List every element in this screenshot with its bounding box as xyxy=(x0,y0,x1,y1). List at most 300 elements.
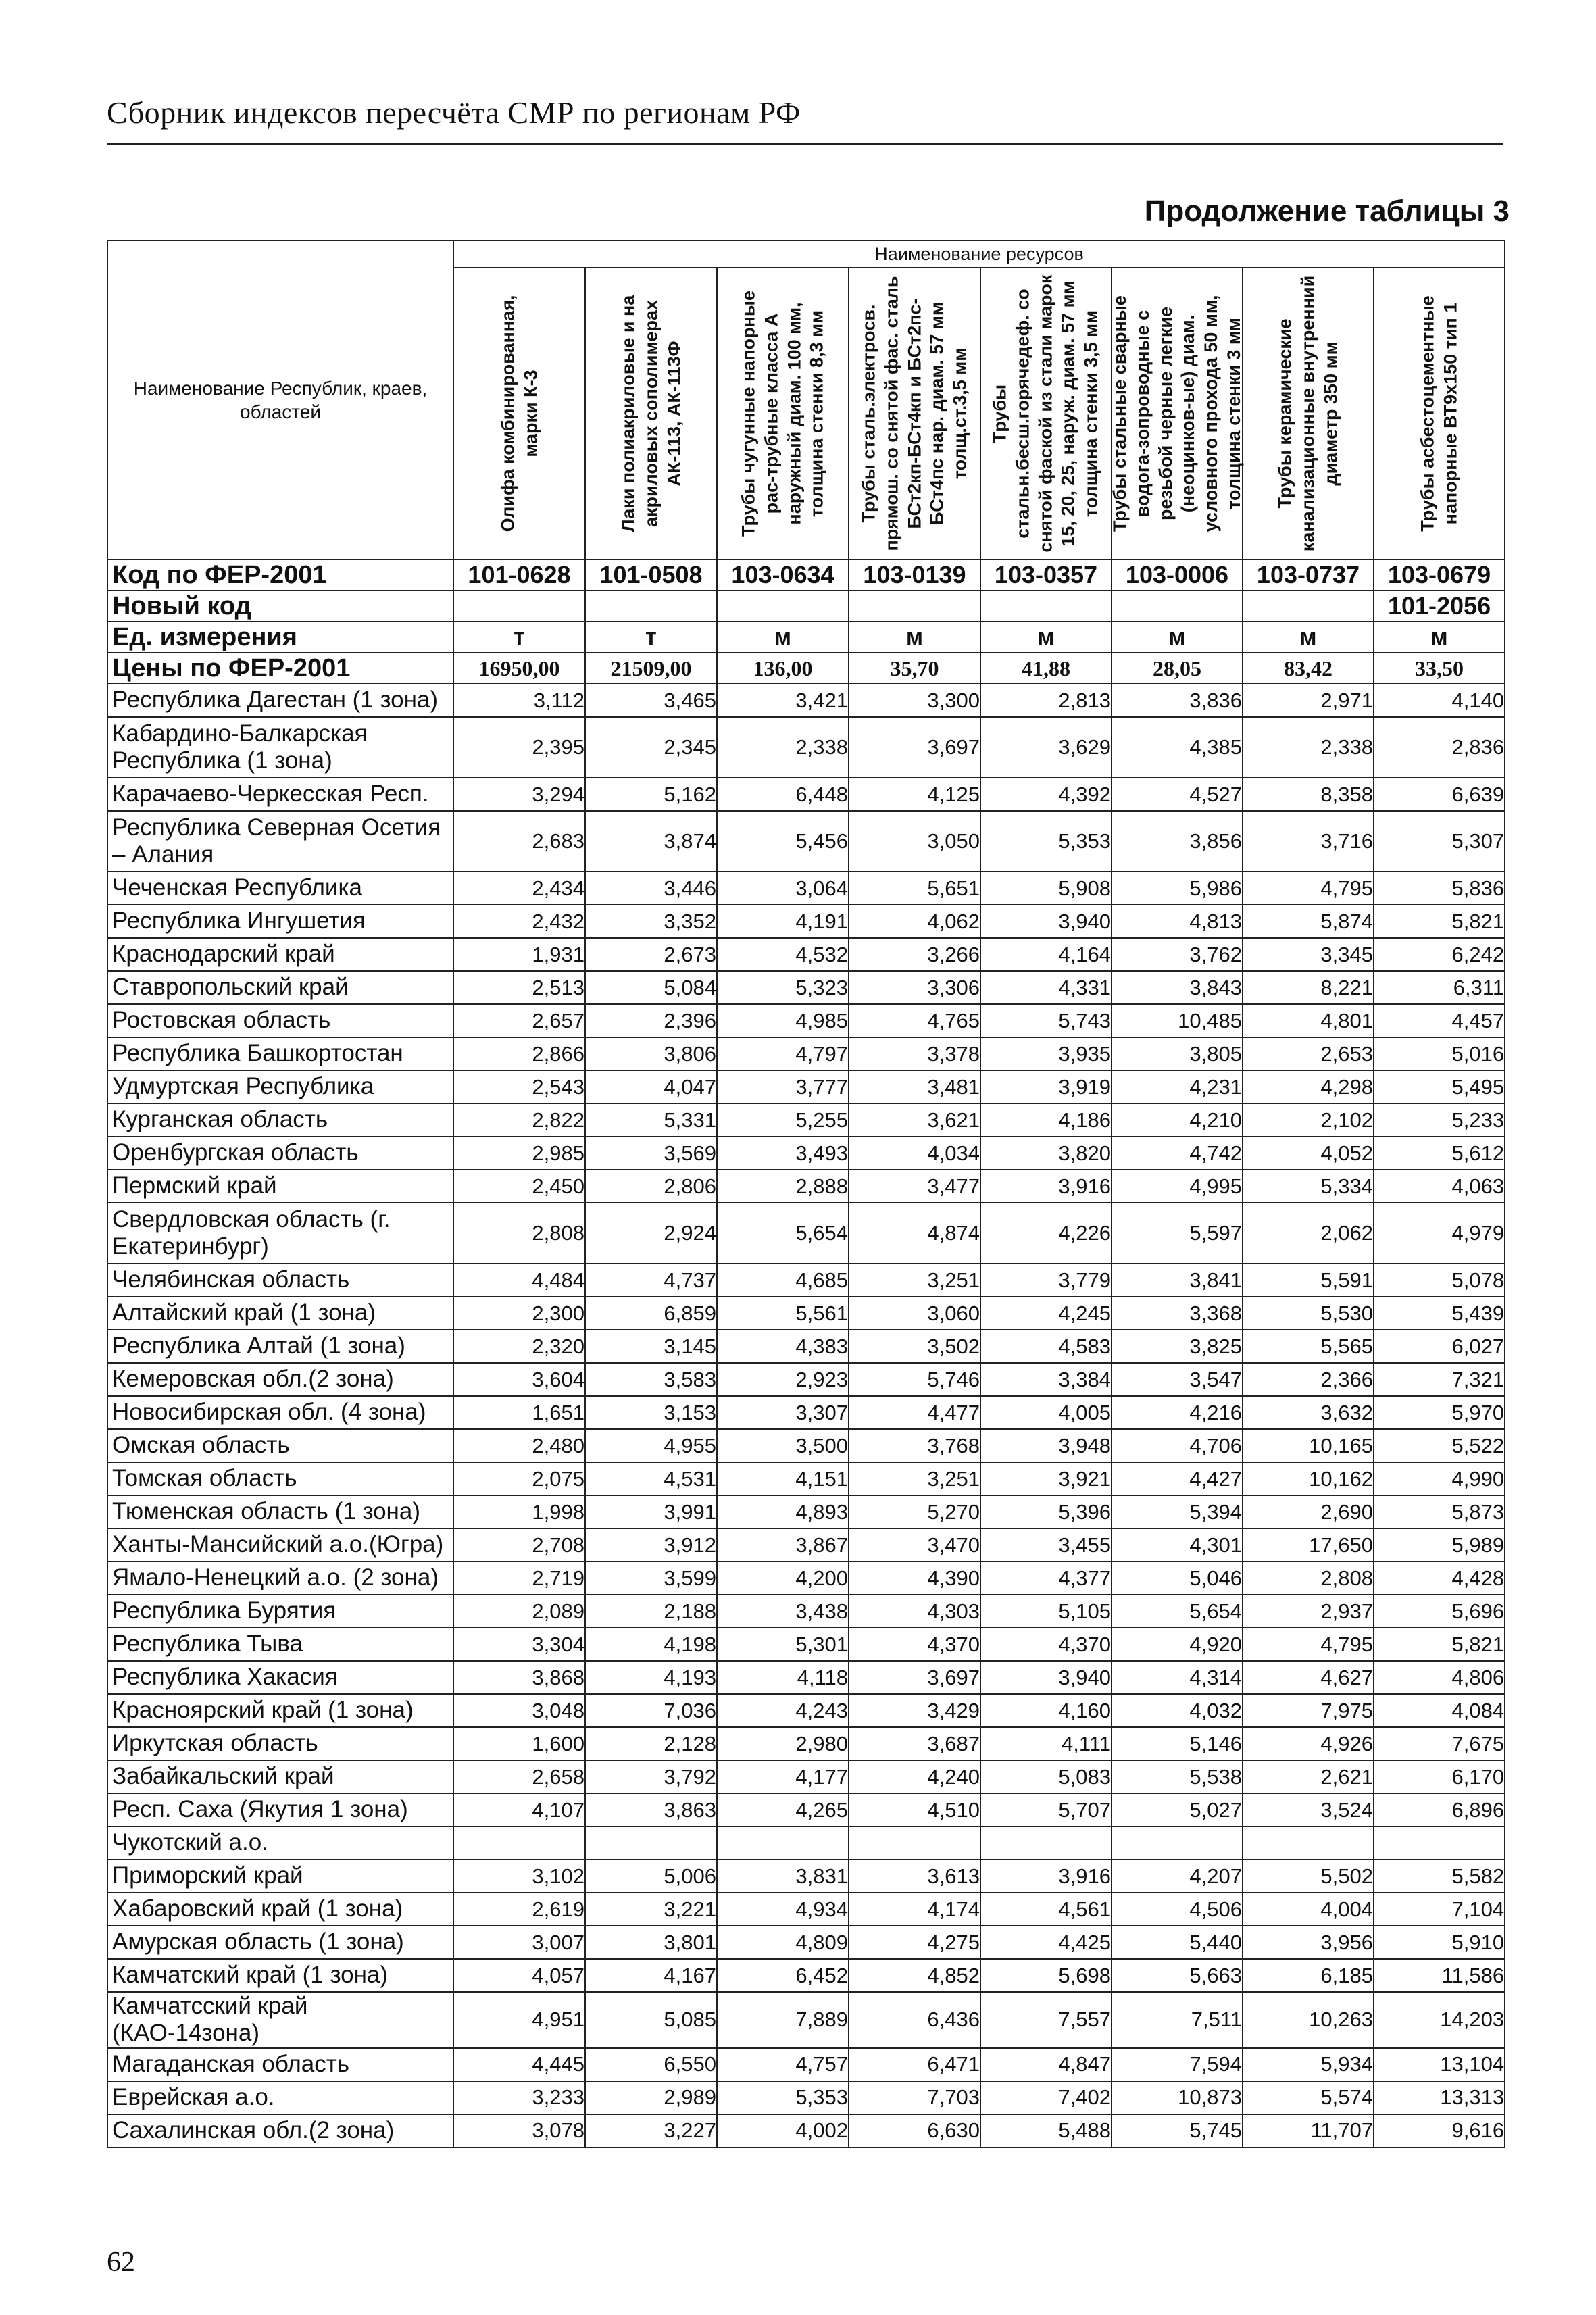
table-row xyxy=(107,1528,1505,1562)
index-value-cell: 5,301 xyxy=(717,1628,849,1661)
index-value-cell: 5,821 xyxy=(1374,1628,1505,1661)
region-name: Оренбургская область xyxy=(107,1137,453,1170)
index-value-cell: 2,989 xyxy=(585,2081,717,2114)
index-value-cell: 4,985 xyxy=(717,1004,849,1037)
region-name: Республика Ингушетия xyxy=(107,905,453,938)
index-value-cell: 2,432 xyxy=(453,905,585,938)
index-value-cell: 7,557 xyxy=(980,1992,1112,2048)
index-value-cell: 2,971 xyxy=(1243,684,1374,717)
index-value-cell: 5,146 xyxy=(1112,1727,1243,1760)
resource-header-cell xyxy=(980,268,1112,559)
index-value-cell: 4,926 xyxy=(1243,1727,1374,1760)
resource-code-cell: 101-0628 xyxy=(453,559,585,591)
index-value-cell: 3,583 xyxy=(585,1363,717,1396)
region-name: Респ. Саха (Якутия 1 зона) xyxy=(107,1793,453,1826)
index-value-cell: 4,706 xyxy=(1112,1429,1243,1462)
table-row xyxy=(107,1926,1505,1959)
index-value-cell: 2,102 xyxy=(1243,1103,1374,1137)
table-continuation-title: Продолжение таблицы 3 xyxy=(1144,195,1510,228)
index-value-cell: 3,874 xyxy=(585,811,717,872)
index-value-cell: 4,428 xyxy=(1374,1562,1505,1595)
index-value-cell: 5,488 xyxy=(980,2114,1112,2147)
index-value-cell: 4,561 xyxy=(980,1893,1112,1926)
index-value-cell: 3,629 xyxy=(980,717,1112,778)
index-value-cell: 5,597 xyxy=(1112,1203,1243,1264)
region-name: Свердловская область (г. Екатеринбург) xyxy=(107,1203,453,1264)
index-value-cell: 6,550 xyxy=(585,2048,717,2081)
region-name: Приморский край xyxy=(107,1860,453,1893)
page-number: 62 xyxy=(107,2247,135,2278)
region-name: Сахалинская обл.(2 зона) xyxy=(107,2114,453,2147)
index-value-cell: 3,481 xyxy=(849,1070,980,1103)
index-value-cell xyxy=(1374,1826,1505,1860)
index-value-cell: 3,956 xyxy=(1243,1926,1374,1959)
index-value-cell: 4,934 xyxy=(717,1893,849,1926)
index-value-cell: 2,888 xyxy=(717,1170,849,1203)
table-row xyxy=(107,2048,1505,2081)
index-value-cell: 4,231 xyxy=(1112,1070,1243,1103)
resource-header-label: Трубы чугунные напорные рас-трубные класса А наружный диам. 100 мм, толщина стенки 8,3 мм xyxy=(738,291,827,537)
table-row xyxy=(107,1694,1505,1727)
index-value-cell: 10,165 xyxy=(1243,1429,1374,1462)
index-value-cell: 4,583 xyxy=(980,1330,1112,1363)
resource-header-label: Лаки полиакриловые и на акриловых сополимерах АК-113, АК-113Ф xyxy=(617,295,684,532)
index-value-cell: 2,657 xyxy=(453,1004,585,1037)
index-value-cell: 4,385 xyxy=(1112,717,1243,778)
index-value-cell: 2,806 xyxy=(585,1170,717,1203)
price-cell: 41,88 xyxy=(980,653,1112,684)
index-value-cell: 4,107 xyxy=(453,1793,585,1826)
table-row xyxy=(107,938,1505,971)
index-value-cell: 1,998 xyxy=(453,1495,585,1528)
index-value-cell: 4,240 xyxy=(849,1760,980,1793)
index-value-cell: 4,801 xyxy=(1243,1004,1374,1037)
index-value-cell: 3,345 xyxy=(1243,938,1374,971)
region-name: Республика Северная Осетия – Алания xyxy=(107,811,453,872)
table-row xyxy=(107,1264,1505,1297)
index-value-cell: 4,084 xyxy=(1374,1694,1505,1727)
index-value-cell: 3,801 xyxy=(585,1926,717,1959)
index-value-cell: 3,050 xyxy=(849,811,980,872)
resource-code-cell: 103-0357 xyxy=(980,559,1112,591)
index-value-cell: 5,538 xyxy=(1112,1760,1243,1793)
index-value-cell: 10,162 xyxy=(1243,1462,1374,1495)
table-row xyxy=(107,971,1505,1004)
region-name: Кабардино-Балкарская Республика (1 зона) xyxy=(107,717,453,778)
index-value-cell: 4,990 xyxy=(1374,1462,1505,1495)
index-value-cell: 4,301 xyxy=(1112,1528,1243,1562)
index-value-cell: 5,046 xyxy=(1112,1562,1243,1595)
region-name: Республика Бурятия xyxy=(107,1595,453,1628)
index-value-cell: 4,140 xyxy=(1374,684,1505,717)
index-value-cell: 4,207 xyxy=(1112,1860,1243,1893)
index-value-cell: 2,822 xyxy=(453,1103,585,1137)
region-name: Кемеровская обл.(2 зона) xyxy=(107,1363,453,1396)
index-value-cell: 4,032 xyxy=(1112,1694,1243,1727)
index-value-cell: 4,427 xyxy=(1112,1462,1243,1495)
index-value-cell: 3,477 xyxy=(849,1170,980,1203)
index-value-cell: 2,395 xyxy=(453,717,585,778)
resource-code-cell: 103-0679 xyxy=(1374,559,1505,591)
index-value-cell: 2,480 xyxy=(453,1429,585,1462)
index-value-cell: 5,970 xyxy=(1374,1396,1505,1429)
index-value-cell: 4,004 xyxy=(1243,1893,1374,1926)
resource-header-label: Трубы керамические канализационные внутренний диаметр 350 мм xyxy=(1274,275,1341,552)
index-value-cell: 3,716 xyxy=(1243,811,1374,872)
index-value-cell: 4,298 xyxy=(1243,1070,1374,1103)
index-value-cell: 4,186 xyxy=(980,1103,1112,1137)
index-value-cell: 4,052 xyxy=(1243,1137,1374,1170)
resource-header-cell xyxy=(585,268,717,559)
unit-cell: т xyxy=(453,622,585,653)
index-value-cell: 5,083 xyxy=(980,1760,1112,1793)
table-row xyxy=(107,1429,1505,1462)
index-value-cell: 3,762 xyxy=(1112,938,1243,971)
region-name: Чеченская Республика xyxy=(107,872,453,905)
table-row xyxy=(107,1893,1505,1926)
index-value-cell: 5,084 xyxy=(585,971,717,1004)
table-row xyxy=(107,1297,1505,1330)
index-value-cell: 3,470 xyxy=(849,1528,980,1562)
index-value-cell: 3,547 xyxy=(1112,1363,1243,1396)
table-row xyxy=(107,1170,1505,1203)
index-value-cell: 3,465 xyxy=(585,684,717,717)
region-name: Республика Башкортостан xyxy=(107,1037,453,1070)
index-value-cell: 5,270 xyxy=(849,1495,980,1528)
index-value-cell: 3,621 xyxy=(849,1103,980,1137)
resource-header-cell xyxy=(1374,268,1505,559)
index-value-cell: 5,530 xyxy=(1243,1297,1374,1330)
index-value-cell: 3,153 xyxy=(585,1396,717,1429)
region-name: Амурская область (1 зона) xyxy=(107,1926,453,1959)
index-value-cell: 4,806 xyxy=(1374,1661,1505,1694)
index-value-cell: 3,502 xyxy=(849,1330,980,1363)
index-value-cell: 3,306 xyxy=(849,971,980,1004)
index-value-cell: 3,078 xyxy=(453,2114,585,2147)
index-value-cell: 5,394 xyxy=(1112,1495,1243,1528)
index-value-cell: 6,185 xyxy=(1243,1959,1374,1992)
index-value-cell: 5,334 xyxy=(1243,1170,1374,1203)
table-row xyxy=(107,1760,1505,1793)
index-value-cell: 8,358 xyxy=(1243,778,1374,811)
index-value-cell: 7,675 xyxy=(1374,1727,1505,1760)
table-row xyxy=(107,1727,1505,1760)
index-value-cell: 3,251 xyxy=(849,1462,980,1495)
index-value-cell: 3,438 xyxy=(717,1595,849,1628)
index-value-cell: 5,821 xyxy=(1374,905,1505,938)
index-value-cell: 7,104 xyxy=(1374,1893,1505,1926)
index-value-cell xyxy=(849,1826,980,1860)
index-value-cell: 5,986 xyxy=(1112,872,1243,905)
price-cell: 21509,00 xyxy=(585,653,717,684)
index-value-cell: 3,919 xyxy=(980,1070,1112,1103)
index-value-cell: 5,612 xyxy=(1374,1137,1505,1170)
index-value-cell: 3,940 xyxy=(980,905,1112,938)
resource-code-cell: 103-0139 xyxy=(849,559,980,591)
region-name: Чукотский а.о. xyxy=(107,1826,453,1860)
index-value-cell: 6,027 xyxy=(1374,1330,1505,1363)
index-value-cell: 5,323 xyxy=(717,971,849,1004)
index-value-cell: 4,979 xyxy=(1374,1203,1505,1264)
index-value-cell: 2,937 xyxy=(1243,1595,1374,1628)
index-value-cell: 3,805 xyxy=(1112,1037,1243,1070)
unit-cell: м xyxy=(1112,622,1243,653)
index-value-cell: 4,852 xyxy=(849,1959,980,1992)
index-value-cell: 5,353 xyxy=(717,2081,849,2114)
price-cell: 33,50 xyxy=(1374,653,1505,684)
index-value-cell: 3,868 xyxy=(453,1661,585,1694)
index-value-cell: 4,167 xyxy=(585,1959,717,1992)
table-row xyxy=(107,684,1505,717)
index-value-cell: 4,198 xyxy=(585,1628,717,1661)
index-value-cell: 3,368 xyxy=(1112,1297,1243,1330)
index-value-cell: 3,446 xyxy=(585,872,717,905)
index-value-cell: 4,160 xyxy=(980,1694,1112,1727)
index-value-cell: 3,266 xyxy=(849,938,980,971)
index-value-cell: 4,034 xyxy=(849,1137,980,1170)
index-value-cell: 4,002 xyxy=(717,2114,849,2147)
index-value-cell: 6,630 xyxy=(849,2114,980,2147)
index-value-cell: 6,859 xyxy=(585,1297,717,1330)
region-name: Магаданская область xyxy=(107,2048,453,2081)
index-value-cell xyxy=(1243,1826,1374,1860)
index-value-cell: 2,673 xyxy=(585,938,717,971)
new-code-cell xyxy=(453,591,585,622)
price-cell: 83,42 xyxy=(1243,653,1374,684)
index-value-cell: 4,531 xyxy=(585,1462,717,1495)
index-value-cell: 3,221 xyxy=(585,1893,717,1926)
region-name: Ямало-Ненецкий а.о. (2 зона) xyxy=(107,1562,453,1595)
index-value-cell: 4,057 xyxy=(453,1959,585,1992)
index-value-cell: 3,991 xyxy=(585,1495,717,1528)
index-value-cell: 7,511 xyxy=(1112,1992,1243,2048)
index-value-cell: 3,687 xyxy=(849,1727,980,1760)
index-value-cell: 5,233 xyxy=(1374,1103,1505,1137)
region-name: Хабаровский край (1 зона) xyxy=(107,1893,453,1926)
index-value-cell: 5,502 xyxy=(1243,1860,1374,1893)
index-value-cell: 3,227 xyxy=(585,2114,717,2147)
index-value-cell: 3,777 xyxy=(717,1070,849,1103)
index-value-cell: 13,313 xyxy=(1374,2081,1505,2114)
index-value-cell: 6,471 xyxy=(849,2048,980,2081)
index-value-cell: 2,320 xyxy=(453,1330,585,1363)
index-value-cell: 4,390 xyxy=(849,1562,980,1595)
index-value-cell: 3,524 xyxy=(1243,1793,1374,1826)
index-value-cell: 3,935 xyxy=(980,1037,1112,1070)
region-name: Ханты-Мансийский а.о.(Югра) xyxy=(107,1528,453,1562)
index-value-cell: 5,654 xyxy=(717,1203,849,1264)
index-value-cell: 4,063 xyxy=(1374,1170,1505,1203)
price-cell: 28,05 xyxy=(1112,653,1243,684)
index-value-cell: 2,808 xyxy=(453,1203,585,1264)
region-name: Карачаево-Черкесская Респ. xyxy=(107,778,453,811)
region-name: Еврейская а.о. xyxy=(107,2081,453,2114)
resource-header-cell xyxy=(1243,268,1374,559)
region-name: Республика Алтай (1 зона) xyxy=(107,1330,453,1363)
index-value-cell: 3,604 xyxy=(453,1363,585,1396)
index-value-cell: 5,663 xyxy=(1112,1959,1243,1992)
index-value-cell: 5,456 xyxy=(717,811,849,872)
index-value-cell: 2,683 xyxy=(453,811,585,872)
index-value-cell: 2,980 xyxy=(717,1727,849,1760)
index-value-cell: 5,696 xyxy=(1374,1595,1505,1628)
index-value-cell: 4,627 xyxy=(1243,1661,1374,1694)
index-value-cell: 2,813 xyxy=(980,684,1112,717)
index-value-cell: 5,743 xyxy=(980,1004,1112,1037)
index-value-cell: 4,177 xyxy=(717,1760,849,1793)
index-value-cell: 3,806 xyxy=(585,1037,717,1070)
index-value-cell: 3,007 xyxy=(453,1926,585,1959)
region-name: Камчатсский край (КАО-14зона) xyxy=(107,1992,453,2048)
index-value-cell: 5,105 xyxy=(980,1595,1112,1628)
region-name: Курганская область xyxy=(107,1103,453,1137)
unit-cell: м xyxy=(980,622,1112,653)
index-value-cell: 3,613 xyxy=(849,1860,980,1893)
index-value-cell: 5,746 xyxy=(849,1363,980,1396)
table-row xyxy=(107,1396,1505,1429)
table-row xyxy=(107,1103,1505,1137)
index-value-cell: 3,856 xyxy=(1112,811,1243,872)
resource-code-cell: 101-0508 xyxy=(585,559,717,591)
new-code-cell xyxy=(1243,591,1374,622)
index-value-cell: 5,085 xyxy=(585,1992,717,2048)
index-value-cell: 5,874 xyxy=(1243,905,1374,938)
index-value-cell: 6,448 xyxy=(717,778,849,811)
index-value-cell: 4,125 xyxy=(849,778,980,811)
index-value-cell: 4,765 xyxy=(849,1004,980,1037)
index-value-cell: 2,338 xyxy=(717,717,849,778)
index-value-cell: 2,345 xyxy=(585,717,717,778)
index-value-cell: 2,128 xyxy=(585,1727,717,1760)
price-cell: 136,00 xyxy=(717,653,849,684)
resource-code-cell: 103-0737 xyxy=(1243,559,1374,591)
region-name: Краснодарский край xyxy=(107,938,453,971)
index-value-cell: 7,402 xyxy=(980,2081,1112,2114)
index-value-cell: 3,064 xyxy=(717,872,849,905)
index-value-cell: 8,221 xyxy=(1243,971,1374,1004)
index-value-cell xyxy=(717,1826,849,1860)
index-value-cell: 4,383 xyxy=(717,1330,849,1363)
index-value-cell: 3,307 xyxy=(717,1396,849,1429)
index-value-cell: 4,809 xyxy=(717,1926,849,1959)
index-value-cell: 2,653 xyxy=(1243,1037,1374,1070)
region-name: Иркутская область xyxy=(107,1727,453,1760)
table-row xyxy=(107,2081,1505,2114)
resource-header-cell xyxy=(717,268,849,559)
index-value-cell: 1,600 xyxy=(453,1727,585,1760)
index-value-cell: 14,203 xyxy=(1374,1992,1505,2048)
region-name: Ставропольский край xyxy=(107,971,453,1004)
new-code-cell xyxy=(585,591,717,622)
index-value-cell: 6,896 xyxy=(1374,1793,1505,1826)
index-value-cell: 2,619 xyxy=(453,1893,585,1926)
index-value-cell: 4,226 xyxy=(980,1203,1112,1264)
index-value-cell: 4,265 xyxy=(717,1793,849,1826)
index-value-cell: 4,164 xyxy=(980,938,1112,971)
resource-header-cell xyxy=(453,268,585,559)
index-value-cell: 5,745 xyxy=(1112,2114,1243,2147)
index-value-cell: 2,188 xyxy=(585,1595,717,1628)
index-value-cell: 5,307 xyxy=(1374,811,1505,872)
index-value-cell: 5,162 xyxy=(585,778,717,811)
index-value-cell: 13,104 xyxy=(1374,2048,1505,2081)
index-value-cell: 3,836 xyxy=(1112,684,1243,717)
resource-header-label: Олифа комбинированная, марки К-3 xyxy=(497,295,541,532)
index-value-cell xyxy=(585,1826,717,1860)
index-value-cell: 5,873 xyxy=(1374,1495,1505,1528)
index-value-cell: 3,912 xyxy=(585,1528,717,1562)
index-value-cell: 6,452 xyxy=(717,1959,849,1992)
resource-header-cell xyxy=(849,268,980,559)
index-value-cell: 3,632 xyxy=(1243,1396,1374,1429)
unit-cell: м xyxy=(849,622,980,653)
resource-header-cell xyxy=(1109,268,1244,559)
index-value-cell: 2,808 xyxy=(1243,1562,1374,1595)
index-value-cell: 3,863 xyxy=(585,1793,717,1826)
index-value-cell: 4,243 xyxy=(717,1694,849,1727)
index-value-cell: 2,690 xyxy=(1243,1495,1374,1528)
index-value-cell: 1,931 xyxy=(453,938,585,971)
index-value-cell: 3,352 xyxy=(585,905,717,938)
new-code-cell xyxy=(1112,591,1243,622)
index-value-cell: 5,910 xyxy=(1374,1926,1505,1959)
region-name: Челябинская область xyxy=(107,1264,453,1297)
index-value-cell: 4,370 xyxy=(849,1628,980,1661)
table-row xyxy=(107,1203,1505,1264)
index-value-cell: 9,616 xyxy=(1374,2114,1505,2147)
index-value-cell: 5,934 xyxy=(1243,2048,1374,2081)
index-value-cell: 4,737 xyxy=(585,1264,717,1297)
index-value-cell: 5,078 xyxy=(1374,1264,1505,1297)
running-head: Сборник индексов пересчёта СМР по регионам РФ xyxy=(107,95,801,130)
index-value-cell: 4,457 xyxy=(1374,1004,1505,1037)
new-code-row-label: Новый код xyxy=(107,591,453,622)
index-value-cell: 4,445 xyxy=(453,2048,585,2081)
index-value-cell: 2,434 xyxy=(453,872,585,905)
index-value-cell: 4,392 xyxy=(980,778,1112,811)
index-value-cell: 3,921 xyxy=(980,1462,1112,1495)
region-name: Ростовская область xyxy=(107,1004,453,1037)
index-value-cell: 4,377 xyxy=(980,1562,1112,1595)
resource-code-cell: 103-0634 xyxy=(717,559,849,591)
region-name: Томская область xyxy=(107,1462,453,1495)
resource-code-cell: 103-0006 xyxy=(1112,559,1243,591)
index-value-cell: 3,820 xyxy=(980,1137,1112,1170)
region-name: Камчатский край (1 зона) xyxy=(107,1959,453,1992)
index-value-cell: 11,707 xyxy=(1243,2114,1374,2147)
new-code-cell xyxy=(980,591,1112,622)
resource-index-table xyxy=(107,240,1505,2148)
index-value-cell: 3,304 xyxy=(453,1628,585,1661)
index-value-cell: 4,506 xyxy=(1112,1893,1243,1926)
index-value-cell: 3,421 xyxy=(717,684,849,717)
index-value-cell: 2,719 xyxy=(453,1562,585,1595)
index-value-cell: 5,591 xyxy=(1243,1264,1374,1297)
index-value-cell: 3,294 xyxy=(453,778,585,811)
index-value-cell: 3,455 xyxy=(980,1528,1112,1562)
index-value-cell: 2,708 xyxy=(453,1528,585,1562)
index-value-cell: 4,193 xyxy=(585,1661,717,1694)
index-value-cell: 4,797 xyxy=(717,1037,849,1070)
index-value-cell: 2,836 xyxy=(1374,717,1505,778)
table-row xyxy=(107,1992,1505,2048)
index-value-cell: 4,200 xyxy=(717,1562,849,1595)
index-value-cell: 3,060 xyxy=(849,1297,980,1330)
index-value-cell: 7,321 xyxy=(1374,1363,1505,1396)
index-value-cell: 11,586 xyxy=(1374,1959,1505,1992)
table-row xyxy=(107,1363,1505,1396)
index-value-cell: 4,216 xyxy=(1112,1396,1243,1429)
